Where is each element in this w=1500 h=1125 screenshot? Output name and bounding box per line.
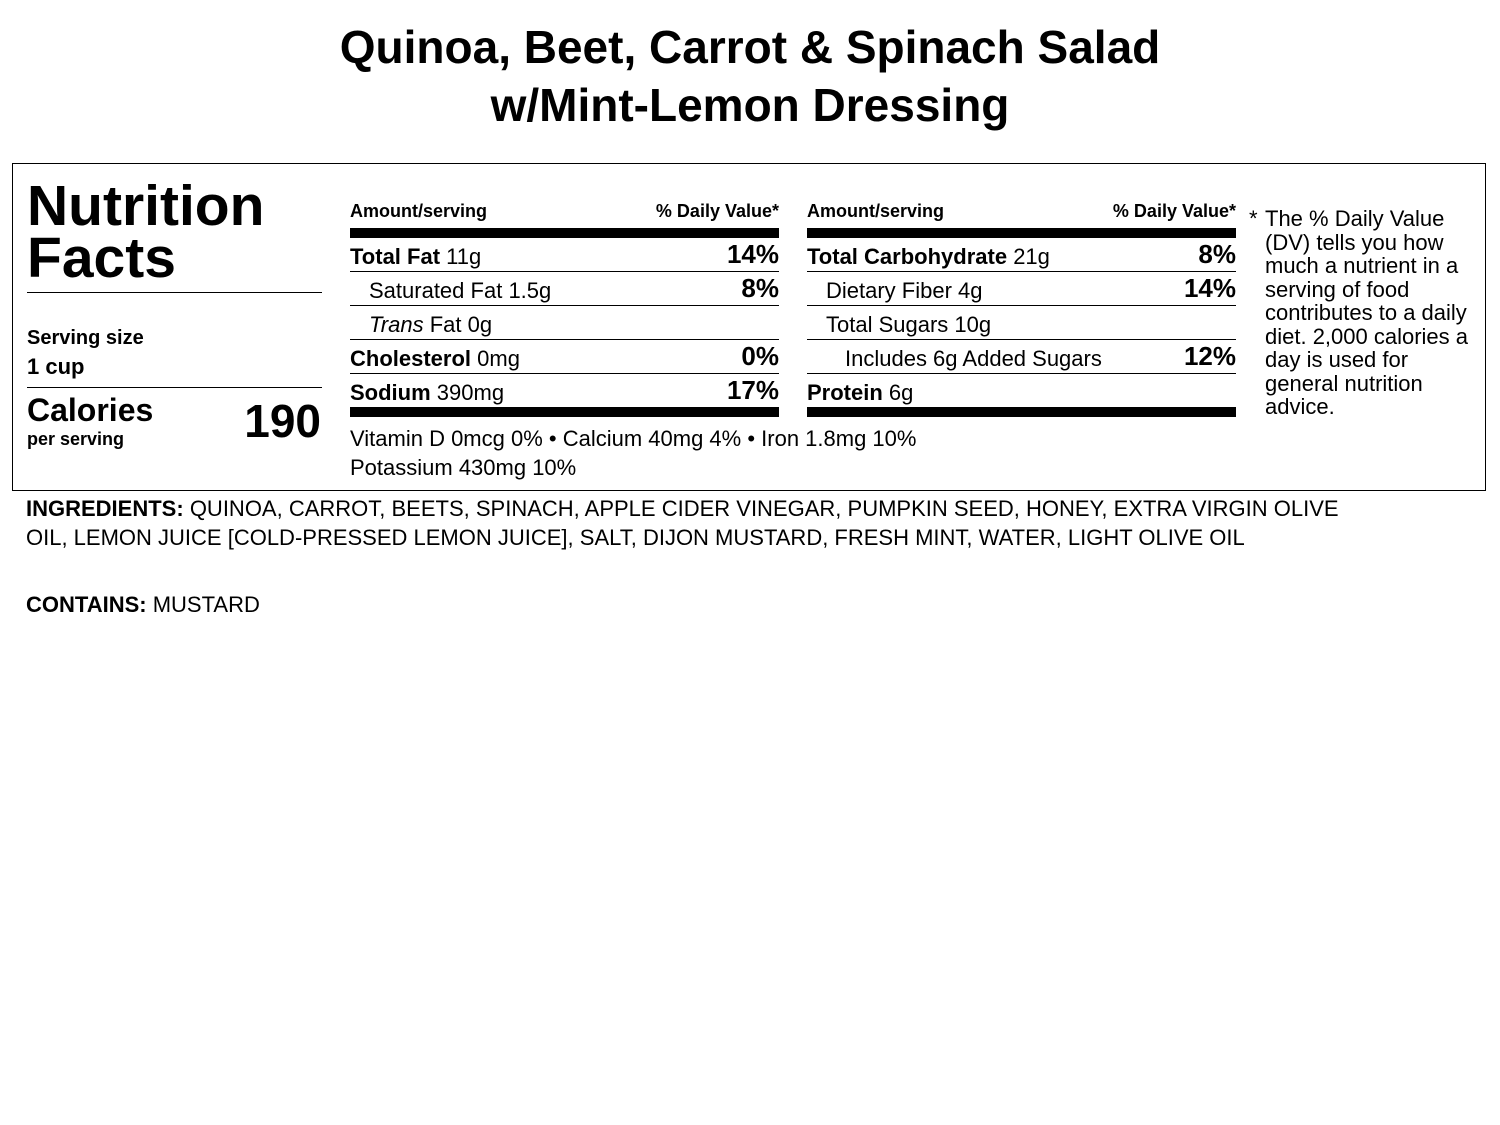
nutrient-name: Dietary Fiber [826, 278, 952, 303]
micronutrients-line1: Vitamin D 0mcg 0% • Calcium 40mg 4% • Iron 1.8mg 10% [350, 426, 917, 451]
calories-value: 190 [244, 395, 321, 447]
daily-value-header: % Daily Value* [1112, 201, 1236, 221]
nutrient-row-dietary-fiber [807, 272, 1236, 306]
nutrient-dv: 14% [1183, 273, 1236, 303]
nutrient-row-saturated-fat [350, 272, 779, 306]
nutrient-row-protein [807, 374, 1236, 407]
heading-line1: Nutrition [27, 174, 265, 238]
amount-serving-header: Amount/serving [807, 201, 945, 221]
nutrient-name: Includes 6g Added Sugars [845, 346, 1102, 371]
thick-rule [807, 228, 1236, 238]
nutrient-amount: 4g [958, 278, 983, 303]
nutrient-name: Protein [807, 380, 883, 405]
daily-value-header: % Daily Value* [655, 201, 779, 221]
ingredients-statement [26, 494, 1386, 552]
nutrition-facts-heading [27, 174, 323, 290]
nutrient-name: Sodium [350, 380, 431, 405]
nutrient-amount: 11g [446, 244, 482, 269]
nutrient-dv: 14% [726, 239, 779, 269]
nutrient-dv: 17% [726, 375, 779, 405]
allergen-statement [26, 590, 260, 619]
nutrient-row-sodium [350, 374, 779, 407]
nutrition-facts-label [12, 163, 1486, 491]
ingredients-label: INGREDIENTS: [26, 496, 184, 521]
nutrient-dv: 0% [741, 341, 779, 371]
calories-label: Calories [27, 392, 154, 428]
nutrient-name: Total Sugars [826, 312, 949, 337]
thick-rule [350, 407, 779, 417]
nutrient-row-total-sugars [807, 306, 1236, 340]
contains-text: MUSTARD [152, 592, 260, 617]
nutrient-amount: 0mg [477, 346, 520, 371]
nutrient-amount: 21g [1013, 244, 1050, 269]
nutrient-name: Cholesterol [350, 346, 472, 371]
nutrient-name: Saturated Fat [369, 278, 503, 303]
nutrient-dv: 12% [1183, 341, 1236, 371]
nutrient-column-left [350, 194, 779, 417]
nutrient-dv: 8% [741, 273, 779, 303]
column-header [807, 194, 1236, 228]
nutrient-row-total-carbohydrate [807, 238, 1236, 272]
nutrient-amount: 1.5g [508, 278, 552, 303]
serving-size-value: 1 cup [27, 354, 85, 379]
nutrient-name: Total Fat [350, 244, 441, 269]
micronutrients-line2: Potassium 430mg 10% [350, 455, 577, 480]
contains-label: CONTAINS: [26, 592, 147, 617]
nutrient-amount: 6g [888, 380, 914, 405]
footnote-asterisk: * [1249, 206, 1258, 231]
ingredients-text: QUINOA, CARROT, BEETS, SPINACH, APPLE CIDER VINEGAR, PUMPKIN SEED, HONEY, EXTRA VIRGIN OLIVE OIL, LEMON JUICE [COLD-PRESSED LEMON JUICE], SALT, DIJON MUSTARD, FRESH MINT, WATER, LIGHT OLIVE OIL [26, 496, 1339, 550]
nutrient-amount: 390mg [436, 380, 505, 405]
per-serving-label: per serving [27, 429, 125, 449]
footnote-text: The % Daily Value (DV) tells you how much a nutrient in a serving of food contributes to a daily diet. 2,000 calories a day is used for general nutrition advice. [1265, 206, 1469, 419]
nutrient-row-total-fat [350, 238, 779, 272]
heading-line2: Facts [27, 226, 176, 290]
nutrient-row-added-sugars [807, 340, 1236, 374]
amount-serving-header: Amount/serving [350, 201, 488, 221]
serving-size-label: Serving size [27, 327, 144, 349]
divider [27, 292, 322, 293]
nutrient-name: Total Carbohydrate [807, 244, 1008, 269]
nutrient-column-right [807, 194, 1236, 417]
nutrient-amount: 10g [954, 312, 992, 337]
column-header [350, 194, 779, 228]
nutrient-amount: Fat 0g [429, 312, 493, 337]
nutrient-name: Trans [369, 312, 424, 337]
nutrient-row-trans-fat [350, 306, 779, 340]
thick-rule [807, 407, 1236, 417]
nutrient-row-cholesterol [350, 340, 779, 374]
product-title [0, 18, 1500, 134]
product-title-line2: w/Mint-Lemon Dressing [490, 79, 1010, 131]
micronutrients [350, 424, 916, 482]
daily-value-footnote [1249, 207, 1475, 419]
thick-rule [350, 228, 779, 238]
product-title-line1: Quinoa, Beet, Carrot & Spinach Salad [339, 21, 1161, 73]
divider [27, 387, 322, 388]
nutrient-dv: 8% [1198, 239, 1236, 269]
